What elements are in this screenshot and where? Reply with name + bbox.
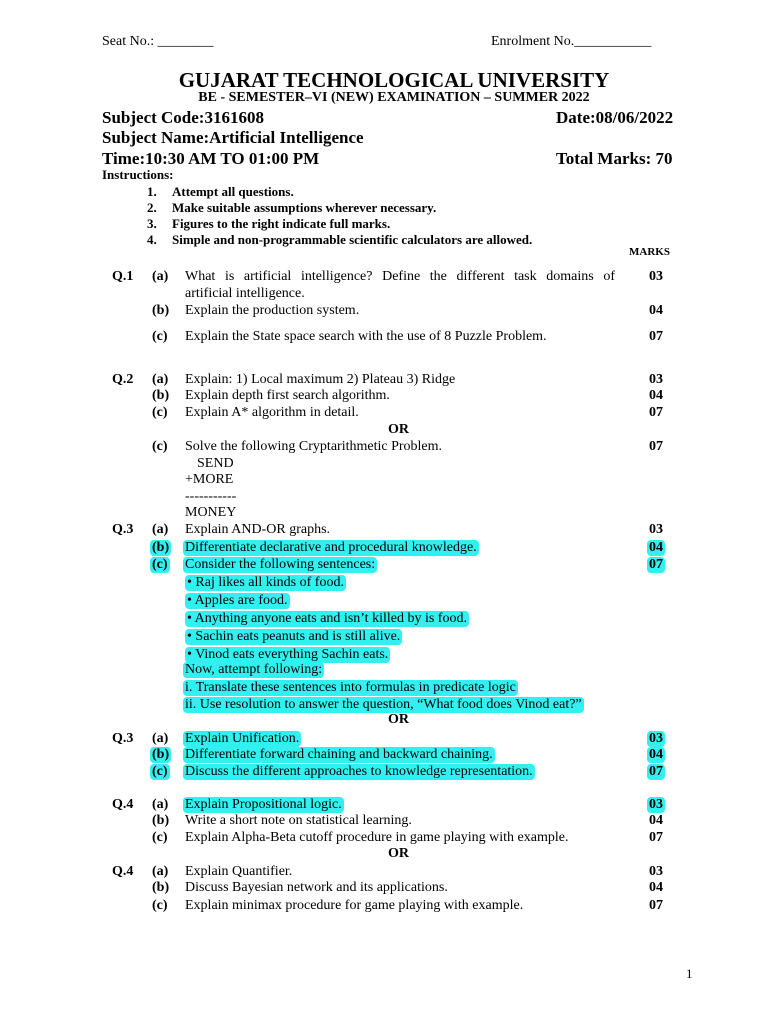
marks-value: 04 [649,303,663,318]
question-number: Q.4 [112,864,134,879]
part-label: (b) [152,813,170,828]
or-separator: OR [388,422,409,437]
subject-code: Subject Code:3161608 [102,108,264,127]
question-text: Explain depth first search algorithm. [185,388,390,403]
university-title: GUJARAT TECHNOLOGICAL UNIVERSITY [178,68,610,92]
or-separator: OR [388,712,409,727]
part-label: (a) [152,864,169,879]
part-label: (c) [152,830,168,845]
part-label: (a) [152,522,169,537]
part-label: (a) [152,797,169,812]
instruction-number: 3. [147,216,157,231]
seat-no: Seat No.: ________ [102,34,214,49]
question-text-highlighted: Consider the following sentences: [185,557,376,572]
part-label: (c) [152,557,168,572]
page-number: 1 [686,966,693,981]
question-text: artificial intelligence. [185,286,305,301]
task-line: i. Translate these sentences into formulas in predicate logic [185,680,516,695]
question-text: Explain AND-OR graphs. [185,522,331,537]
marks-value: 03 [649,797,663,812]
cryptarithm-line: +MORE [185,472,234,487]
question-text-highlighted: Discuss the different approaches to knowledge representation. [185,764,533,779]
part-label: (c) [152,405,168,420]
marks-value: 03 [649,372,663,387]
marks-value: 07 [649,898,663,913]
marks-value: 07 [649,764,663,779]
question-text-highlighted: Differentiate declarative and procedural knowledge. [185,540,477,555]
marks-value: 03 [649,522,663,537]
question-text: Explain: 1) Local maximum 2) Plateau 3) Ridge [185,372,456,387]
instruction-number: 2. [147,200,157,215]
question-text: Explain the production system. [185,303,360,318]
enrolment-no: Enrolment No.___________ [491,34,652,49]
marks-value: 04 [649,747,663,762]
exam-title: BE - SEMESTER–VI (NEW) EXAMINATION – SUMMER 2022 [198,90,590,105]
marks-value: 03 [649,731,663,746]
instruction-text: Attempt all questions. [172,184,294,199]
question-text: Write a short note on statistical learning. [185,813,412,828]
task-line: ii. Use resolution to answer the question, “What food does Vinod eat?” [185,697,582,712]
marks-value: 04 [649,813,663,828]
cryptarithm-line: ----------- [185,489,237,504]
question-number: Q.3 [112,522,134,537]
instruction-line: Now, attempt following: [185,662,323,677]
part-label: (b) [152,747,170,762]
part-label: (b) [152,388,170,403]
or-separator: OR [388,846,409,861]
question-text-highlighted: Differentiate forward chaining and backward chaining. [185,747,493,762]
marks-value: 07 [649,405,663,420]
instruction-text: Figures to the right indicate full marks. [172,216,391,231]
part-label: (b) [152,540,170,555]
part-label: (a) [152,731,169,746]
marks-column-label: MARKS [629,246,670,258]
question-text: What is artificial intelligence? Define the different task domains of [185,269,615,284]
part-label: (c) [152,898,168,913]
part-label: (c) [152,764,168,779]
marks-value: 07 [649,557,663,572]
sentence-bullet: • Raj likes all kinds of food. [187,575,344,590]
question-text: Explain minimax procedure for game playing with example. [185,898,524,913]
subject-name: Subject Name:Artificial Intelligence [102,128,364,147]
part-label: (a) [152,269,169,284]
instruction-number: 4. [147,232,157,247]
marks-value: 07 [649,329,663,344]
question-text-highlighted: Explain Unification. [185,731,300,746]
total-marks: Total Marks: 70 [556,149,673,168]
part-label: (c) [152,439,168,454]
part-label: (b) [152,303,170,318]
instruction-number: 1. [147,184,157,199]
question-text: Explain Quantifier. [185,864,293,879]
question-text: Explain Alpha-Beta cutoff procedure in game playing with example. [185,830,569,845]
exam-time: Time:10:30 AM TO 01:00 PM [102,149,320,168]
marks-value: 07 [649,439,663,454]
sentence-bullet: • Apples are food. [187,593,288,608]
marks-value: 03 [649,269,663,284]
question-number: Q.2 [112,372,134,387]
sentence-bullet: • Anything anyone eats and isn’t killed by is food. [187,611,467,626]
marks-value: 04 [649,880,663,895]
question-number: Q.3 [112,731,134,746]
question-number: Q.1 [112,269,134,284]
question-number: Q.4 [112,797,134,812]
part-label: (c) [152,329,168,344]
question-text: Discuss Bayesian network and its applications. [185,880,448,895]
cryptarithm-line: MONEY [185,505,237,520]
question-text: Explain the State space search with the use of 8 Puzzle Problem. [185,329,547,344]
sentence-bullet: • Vinod eats everything Sachin eats. [187,647,389,662]
part-label: (b) [152,880,170,895]
marks-value: 04 [649,540,663,555]
sentence-bullet: • Sachin eats peanuts and is still alive. [187,629,401,644]
question-text: Solve the following Cryptarithmetic Problem. [185,439,443,454]
instructions-label: Instructions: [102,167,174,182]
question-text-highlighted: Explain Propositional logic. [185,797,342,812]
cryptarithm-line: SEND [197,456,234,471]
instruction-text: Make suitable assumptions wherever necessary. [172,200,437,215]
part-label: (a) [152,372,169,387]
exam-date: Date:08/06/2022 [556,108,674,127]
marks-value: 07 [649,830,663,845]
instruction-text: Simple and non-programmable scientific calculators are allowed. [172,232,533,247]
marks-value: 04 [649,388,663,403]
marks-value: 03 [649,864,663,879]
question-text: Explain A* algorithm in detail. [185,405,359,420]
